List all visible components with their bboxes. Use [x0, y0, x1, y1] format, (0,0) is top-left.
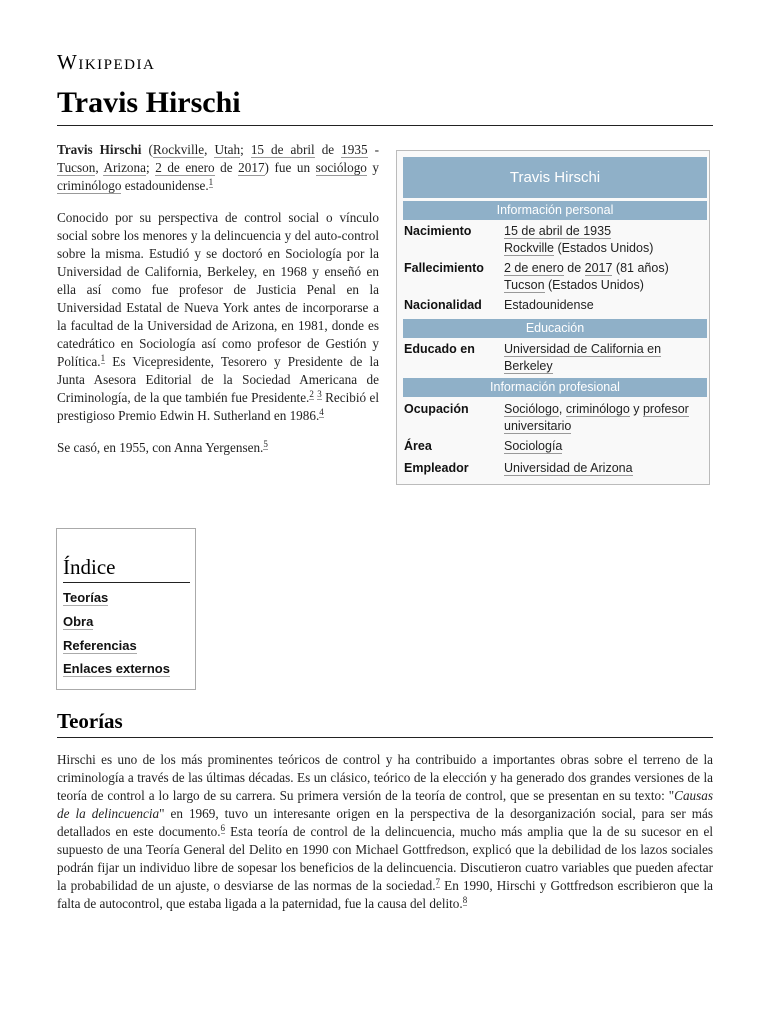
table-of-contents: [56, 528, 196, 690]
infobox-title: Travis Hirschi: [403, 157, 707, 198]
link-arizona[interactable]: Arizona: [103, 160, 146, 175]
nacimiento-country: (Estados Unidos): [557, 240, 654, 255]
teorias-paragraph: [57, 751, 713, 913]
label-nacionalidad: Nacionalidad: [404, 298, 482, 312]
ref-7-label[interactable]: 7: [435, 876, 441, 887]
infobox: [396, 150, 710, 485]
intro-paragraph-3: [57, 439, 379, 457]
ref-8[interactable]: [463, 895, 468, 906]
toc-heading: Índice: [63, 555, 116, 579]
link-fallecimiento-date[interactable]: 2 de enero: [504, 261, 564, 275]
ref-5[interactable]: [263, 439, 268, 450]
book-title: Causas de la delincuencia: [57, 788, 713, 821]
link-rockville[interactable]: Rockville: [152, 142, 205, 157]
text: ) fue un: [264, 160, 316, 175]
link-profesor-universitario[interactable]: profesor universitario: [504, 402, 689, 433]
text: de: [563, 261, 585, 275]
text: Hirschi es uno de los más prominentes teóricos de control y ha contribuido a importantes obras sobre el terreno de la criminología a través de las últimas décadas. Es un clásico, teórico de la elección y ha generado dos grandes versiones de la teoría de control a lo largo de su carrera. Su primera versión de la teoría de control, que se presentan en su texto: ": [57, 752, 713, 803]
text: Recibió el prestigioso Premio Edwin H. Sutherland en 1986.: [57, 390, 379, 423]
label-educado-en: Educado en: [404, 342, 475, 356]
value-fallecimiento: [504, 260, 704, 293]
label-nacimiento: Nacimiento: [404, 224, 472, 238]
ref-2-label[interactable]: 2: [309, 388, 314, 399]
intro-paragraph-2: [57, 209, 379, 425]
toc-divider: [63, 582, 190, 583]
label-ocupacion: Ocupación: [404, 402, 469, 416]
text: de: [314, 142, 342, 157]
link-nacimiento-date[interactable]: 15 de abril de 1935: [504, 224, 612, 238]
link-fallecimiento-year[interactable]: 2017: [584, 261, 613, 275]
toc-item-teorias[interactable]: Teorías: [63, 590, 109, 605]
intro-section: [57, 141, 379, 471]
ref-5-label[interactable]: 5: [263, 438, 268, 449]
ref-1[interactable]: [209, 177, 214, 188]
ref-4-label[interactable]: 4: [319, 406, 324, 417]
text: estadounidense.: [121, 178, 209, 193]
value-educado-en: [504, 341, 704, 374]
text: ;: [240, 142, 251, 157]
text: (: [141, 142, 153, 157]
link-utah[interactable]: Utah: [214, 142, 241, 157]
toc-item-referencias[interactable]: Referencias: [63, 638, 137, 653]
text: -: [367, 142, 379, 157]
text: y: [366, 160, 380, 175]
text: En 1990, Hirschi y Gottfredson escribieron que la falta de autocontrol, que estaba ligada a la paternidad, fue la causa del delito.: [57, 878, 714, 911]
link-1935[interactable]: 1935: [341, 142, 368, 157]
section-heading-teorias: Teorías: [57, 709, 123, 733]
text: ;: [145, 160, 156, 175]
ref-1-label[interactable]: 1: [100, 352, 106, 363]
link-sociologo[interactable]: Sociólogo: [504, 402, 559, 416]
infobox-section-profesional: Información profesional: [403, 378, 707, 397]
link-universidad-california[interactable]: Universidad de California en Berkeley: [504, 342, 662, 373]
label-empleador: Empleador: [404, 461, 469, 475]
value-nacionalidad: Estadounidense: [504, 298, 594, 312]
value-ocupacion: [504, 401, 704, 434]
infobox-section-educacion: Educación: [403, 319, 707, 338]
link-tucson[interactable]: Tucson: [57, 160, 96, 175]
toc-item-obra[interactable]: Obra: [63, 614, 94, 629]
link-sociologo[interactable]: sociólogo: [315, 160, 367, 175]
link-sociologia[interactable]: Sociología: [504, 439, 563, 453]
link-2017[interactable]: 2017: [238, 160, 265, 175]
toc-item-enlaces-externos[interactable]: Enlaces externos: [63, 661, 170, 676]
link-15-abril[interactable]: 15 de abril: [250, 142, 315, 157]
text: ,: [204, 142, 215, 157]
fallecimiento-country: (Estados Unidos): [544, 277, 644, 292]
ref-6-label[interactable]: 6: [220, 822, 226, 833]
ref-2[interactable]: [309, 389, 314, 400]
value-empleador: [504, 460, 704, 477]
link-2-enero[interactable]: 2 de enero: [155, 160, 215, 175]
infobox-section-personal: Información personal: [403, 201, 707, 220]
link-fallecimiento-place[interactable]: Tucson: [504, 277, 545, 292]
text: Conocido por su perspectiva de control social o vínculo social sobre los menores y la delincuencia y del auto-control sobre la misma. Estudió y se doctoró en Sociología por la Universidad de California, Berkeley, en 1968 y enseñó en ella así como fue profesor de Justicia Penal en la Universidad Estatal de Nueva York antes de incorporarse a la facultad de la Universidad de Arizona, en 1981, donde es catedrático en Sociología así como profesor de Gestión y Política.: [57, 210, 379, 369]
label-fallecimiento: Fallecimiento: [404, 261, 484, 275]
ref-1-label[interactable]: 1: [208, 176, 214, 187]
link-nacimiento-place[interactable]: Rockville: [504, 240, 555, 255]
intro-paragraph-1: [57, 141, 379, 195]
section-divider: [57, 737, 713, 738]
wikipedia-logo[interactable]: Wikipedia: [57, 50, 156, 74]
text: Se casó, en 1955, con Anna Yergensen.: [57, 440, 264, 455]
link-criminologo[interactable]: criminólogo: [57, 178, 122, 193]
ref-8-label[interactable]: 8: [462, 894, 468, 905]
page-title: Travis Hirschi: [57, 86, 241, 119]
subject-name: Travis Hirschi: [57, 142, 142, 157]
value-nacimiento: [504, 223, 704, 256]
title-divider: [57, 125, 713, 126]
text: de: [214, 160, 239, 175]
text: " en 1969, tuvo un interesante origen en la perspectiva de la desorganización social, para ser más detallados en este documento.: [57, 806, 714, 839]
text: Esta teoría de control de la delincuencia, mucho más amplia que la de su sucesor en el supuesto de una Teoría General del Delito en 1990 con Michael Gottfredson, explicó que la debilidad de los lazos sociales podrán fijar un individuo libre de sopesar los beneficios de la delincuencia. Discutieron cuatro variables que pueden afectar la probabilidad de un ajuste, o desviarse de las normas de la sociedad.: [57, 824, 714, 893]
fallecimiento-age: (81 años): [612, 261, 669, 275]
link-universidad-arizona[interactable]: Universidad de Arizona: [504, 461, 633, 475]
ref-4[interactable]: [319, 407, 324, 418]
value-area: [504, 438, 704, 455]
text: y: [629, 402, 643, 416]
text: ,: [95, 160, 104, 175]
ref-3-label[interactable]: 3: [317, 388, 322, 399]
text: ,: [558, 402, 566, 416]
label-area: Área: [404, 439, 432, 453]
text: Es Vicepresidente, Tesorero y Presidente de la Junta Asesora Editorial de la Sociedad Americana de Criminología, de la que también fue Presidente.: [57, 354, 379, 405]
link-criminologo[interactable]: criminólogo: [565, 402, 630, 416]
